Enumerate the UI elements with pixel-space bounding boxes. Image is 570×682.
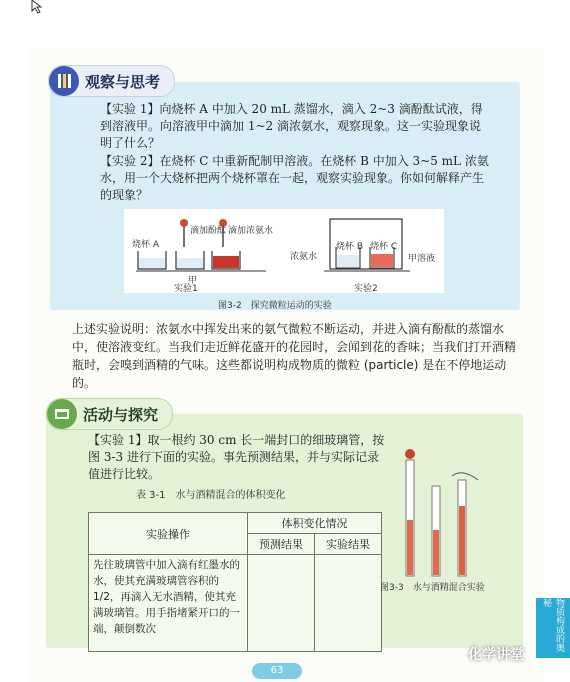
experiment-1-text: 【实验 1】向烧杯 A 中加入 20 mL 蒸馏水，滴入 2~3 滴酚酞试液，得到溶液甲。向溶液甲中滴加 1~2 滴浓氨水，观察现象。这一实验现象说明了什么？ xyxy=(100,102,483,150)
label-beaker-b: 烧杯 B xyxy=(336,242,364,252)
header-operation: 实验操作 xyxy=(89,513,248,555)
label-beaker-c: 烧杯 C xyxy=(370,242,398,252)
row-operation: 先往玻璃管中加入滴有红墨水的水，使其充满玻璃管容积的 1/2，再滴入无水酒精，使其充满玻璃管。用手指堵紧开口的一端，颠倒数次 xyxy=(89,555,248,652)
label-exp2: 实验2 xyxy=(354,284,378,294)
section-title: 活动与探究 xyxy=(83,405,159,424)
figure-3-3-caption: 图3-3 水与酒精混合实验 xyxy=(380,583,485,593)
label-conc-ammonia: 浓氨水 xyxy=(290,252,318,262)
watermark: 化学讲堂 xyxy=(468,647,524,663)
header-volume-change: 体积变化情况 xyxy=(248,513,382,534)
cell-actual xyxy=(315,555,382,652)
table-3-1-caption: 表 3-1 水与酒精混合的体积变化 xyxy=(136,490,286,501)
label-jia: 甲 xyxy=(188,276,198,286)
observe-think-header xyxy=(48,65,175,97)
label-beaker-a: 烧杯 A xyxy=(132,240,160,250)
flask-icon xyxy=(47,399,77,429)
cell-predicted xyxy=(248,555,315,652)
chapter-side-tab: 物质构成的奥秘 xyxy=(536,598,570,658)
test-tubes-icon xyxy=(49,66,79,96)
activity-experiment-1-text: 【实验 1】取一根约 30 cm 长一端封口的细玻璃管，按图 3-3 进行下面的实验。事先预测结果，并与实际记录值进行比较。 xyxy=(88,433,385,481)
explanation-paragraph: 上述实验说明：浓氨水中挥发出来的氨气微粒不断运动，并进入滴有酚酞的蒸馏水中，使溶液变红。当我们走近鲜花盛开的花园时，会闻到花的香味；当我们打开酒精瓶时，会嗅到酒精的气味。这些都说明构成物质的微粒 (particle) 是在不停地运动的。 xyxy=(72,322,517,390)
figure-3-2 xyxy=(124,209,444,293)
dropper-icon xyxy=(405,449,415,459)
cursor-icon xyxy=(30,0,44,14)
label-exp1: 实验1 xyxy=(174,284,198,294)
label-drip-phenol: 滴加酚酞 xyxy=(190,226,227,236)
experiment-2-text: 【实验 2】在烧杯 C 中重新配制甲溶液。在烧杯 B 中加入 3~5 mL 浓氨水，用一个大烧杯把两个烧杯罩在一起，观察实验现象。你如何解释产生的现象？ xyxy=(100,154,489,202)
dropper-icon xyxy=(180,219,188,227)
volume-change-table xyxy=(88,512,382,652)
label-drip-ammonia: 滴加浓氨水 xyxy=(228,226,274,236)
label-jia-solution: 甲溶液 xyxy=(408,254,436,264)
figure-3-3 xyxy=(392,440,492,580)
activity-explore-header xyxy=(46,398,173,430)
figure-3-2-caption: 图3-2 探究微粒运动的实验 xyxy=(218,301,332,311)
section-title: 观察与思考 xyxy=(85,72,161,91)
header-actual: 实验结果 xyxy=(315,534,382,555)
header-predicted: 预测结果 xyxy=(248,534,315,555)
page-number: 63 xyxy=(252,663,302,679)
